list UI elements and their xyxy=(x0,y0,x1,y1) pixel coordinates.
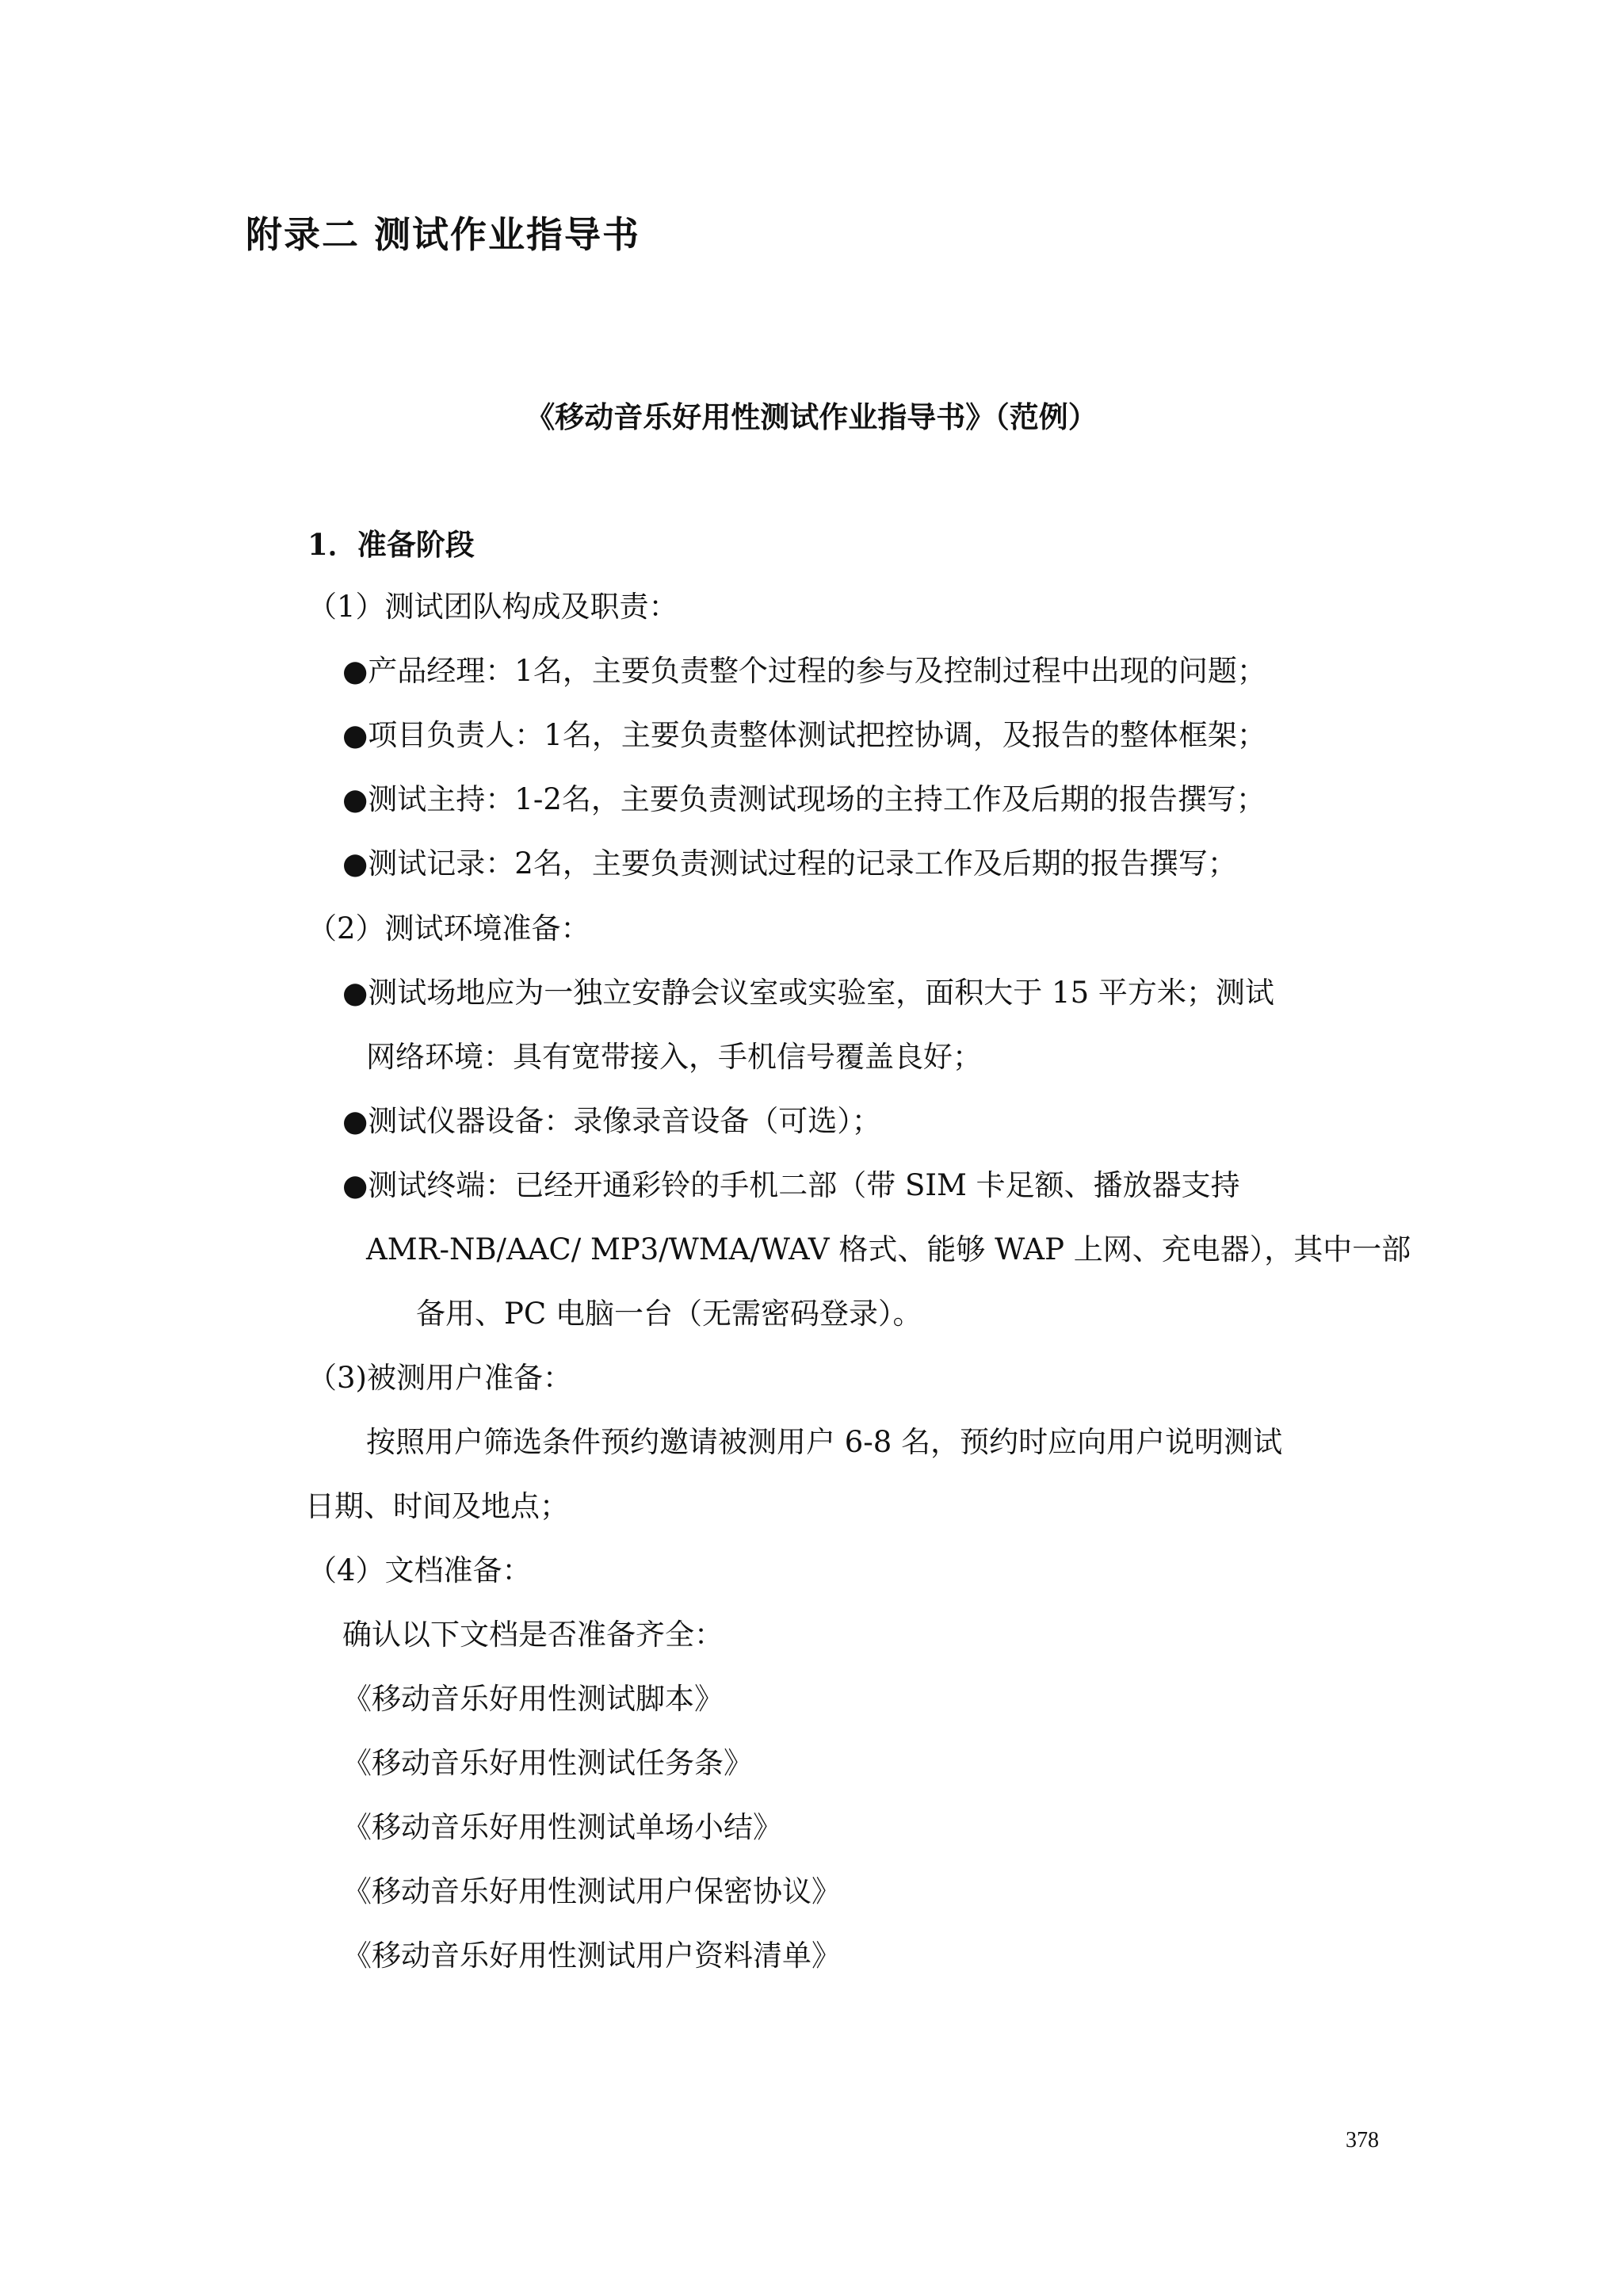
bullet-item: ●产品经理：1名，主要负责整个过程的参与及控制过程中出现的问题； xyxy=(342,654,1266,688)
subsection-3-heading: （3)被测用户准备： xyxy=(307,1361,572,1395)
bullet-item: ●测试主持：1-2名，主要负责测试现场的主持工作及后期的报告撰写； xyxy=(342,782,1266,816)
bullet-continuation: 备用、PC 电脑一台（无需密码登录）。 xyxy=(416,1297,922,1331)
bullet-item: ●测试场地应为一独立安静会议室或实验室，面积大于 15 平方米；测试 xyxy=(342,976,1274,1010)
document-list-item: 《移动音乐好用性测试任务条》 xyxy=(342,1746,753,1780)
subsection-2-heading: （2）测试环境准备： xyxy=(307,911,590,946)
document-list-item: 《移动音乐好用性测试用户保密协议》 xyxy=(342,1874,841,1908)
document-list-item: 《移动音乐好用性测试脚本》 xyxy=(342,1682,724,1716)
section-1-heading: 1．准备阶段 xyxy=(307,527,475,562)
appendix-title: 附录二 测试作业指导书 xyxy=(246,213,641,256)
bullet-continuation: AMR-NB/AAC/ MP3/WMA/WAV 格式、能够 WAP 上网、充电器），其中一部 xyxy=(366,1232,1411,1266)
bullet-item: ●项目负责人：1名，主要负责整体测试把控协调，及报告的整体框架； xyxy=(342,718,1266,752)
document-list-item: 《移动音乐好用性测试用户资料清单》 xyxy=(342,1939,841,1973)
bullet-item: ●测试仪器设备：录像录音设备（可选）； xyxy=(342,1104,881,1138)
page-number: 378 xyxy=(1346,2128,1379,2153)
subsection-4-heading: （4）文档准备： xyxy=(307,1553,532,1587)
document-title: 《移动音乐好用性测试作业指导书》（范例） xyxy=(525,399,1098,434)
paragraph-line: 按照用户筛选条件预约邀请被测用户 6-8 名，预约时应向用户说明测试 xyxy=(366,1425,1283,1459)
paragraph-line: 确认以下文档是否准备齐全： xyxy=(342,1618,724,1652)
paragraph-line: 日期、时间及地点； xyxy=(305,1489,569,1523)
bullet-item: ●测试记录：2名，主要负责测试过程的记录工作及后期的报告撰写； xyxy=(342,846,1237,881)
bullet-item: ●测试终端：已经开通彩铃的手机二部（带 SIM 卡足额、播放器支持 xyxy=(342,1168,1240,1202)
document-list-item: 《移动音乐好用性测试单场小结》 xyxy=(342,1810,782,1844)
subsection-1-heading: （1）测试团队构成及职责： xyxy=(307,590,678,624)
bullet-continuation: 网络环境：具有宽带接入，手机信号覆盖良好； xyxy=(366,1040,982,1074)
